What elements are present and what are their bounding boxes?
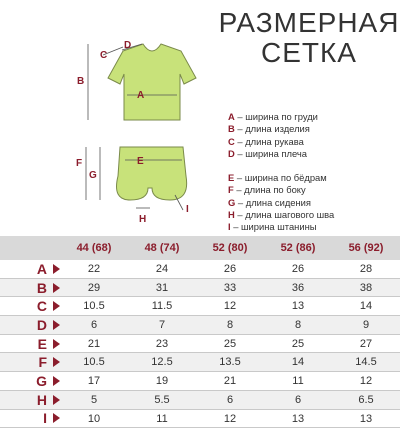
- label-c: C: [100, 50, 107, 61]
- table-cell: 29: [60, 279, 128, 297]
- legend-item: B – длина изделия: [228, 123, 318, 135]
- row-key-label: A: [37, 260, 47, 278]
- table-cell: 11: [264, 372, 332, 390]
- table-row: [60, 335, 400, 354]
- label-b: B: [77, 76, 84, 87]
- table-body: [60, 260, 400, 428]
- title-line-2: СЕТКА: [218, 38, 400, 68]
- row-key-label: B: [37, 279, 47, 297]
- table-cell: 36: [264, 279, 332, 297]
- table-cell: 24: [128, 260, 196, 278]
- table-cell: 14: [332, 297, 400, 315]
- legend-item: H – длина шагового шва: [228, 209, 334, 221]
- header-size-5: 56 (92): [332, 236, 400, 260]
- legend-bottom: [228, 172, 334, 233]
- legend-item: C – длина рукава: [228, 136, 318, 148]
- label-i: I: [186, 204, 189, 215]
- triangle-marker-icon: [53, 339, 60, 349]
- row-key-label: G: [36, 372, 47, 390]
- row-key: [0, 279, 60, 298]
- table-cell: 14: [264, 353, 332, 371]
- table-cell: 12: [332, 372, 400, 390]
- table-cell: 38: [332, 279, 400, 297]
- triangle-marker-icon: [53, 320, 60, 330]
- table-cell: 5.5: [128, 391, 196, 409]
- row-key-label: F: [38, 353, 47, 371]
- table-cell: 12: [196, 297, 264, 315]
- legend-top: [228, 111, 318, 160]
- table-corner: [0, 236, 60, 260]
- table-cell: 13: [264, 410, 332, 428]
- table-row: [60, 372, 400, 391]
- table-cell: 6.5: [332, 391, 400, 409]
- table-row: [60, 316, 400, 335]
- table-cell: 13.5: [196, 353, 264, 371]
- table-cell: 10.5: [60, 353, 128, 371]
- table-cell: 5: [60, 391, 128, 409]
- table-cell: 6: [264, 391, 332, 409]
- triangle-marker-icon: [53, 376, 60, 386]
- legend-item: A – ширина по груди: [228, 111, 318, 123]
- table-cell: 8: [264, 316, 332, 334]
- table-cell: 14.5: [332, 353, 400, 371]
- table-row: [60, 410, 400, 428]
- legend-item: D – ширина плеча: [228, 148, 318, 160]
- table-cell: 26: [196, 260, 264, 278]
- table-cell: 7: [128, 316, 196, 334]
- row-key-label: D: [37, 316, 47, 334]
- legend-item: I – ширина штанины: [228, 221, 334, 233]
- table-cell: 13: [264, 297, 332, 315]
- shorts-shape: [117, 147, 187, 200]
- row-key: [0, 316, 60, 335]
- table-cell: 8: [196, 316, 264, 334]
- header-size-4: 52 (86): [264, 236, 332, 260]
- table-cell: 6: [196, 391, 264, 409]
- table-cell: 10: [60, 410, 128, 428]
- table-cell: 21: [60, 335, 128, 353]
- table-row: [60, 391, 400, 410]
- row-key-label: C: [37, 297, 47, 315]
- triangle-marker-icon: [53, 301, 60, 311]
- table-row: [60, 353, 400, 372]
- triangle-marker-icon: [53, 357, 60, 367]
- table-row: [60, 260, 400, 279]
- table-cell: 25: [264, 335, 332, 353]
- table-cell: 19: [128, 372, 196, 390]
- size-table: [60, 236, 400, 428]
- table-cell: 9: [332, 316, 400, 334]
- table-cell: 12: [196, 410, 264, 428]
- table-cell: 13: [332, 410, 400, 428]
- table-cell: 23: [128, 335, 196, 353]
- table-cell: 31: [128, 279, 196, 297]
- label-f: F: [76, 158, 82, 169]
- table-cell: 25: [196, 335, 264, 353]
- row-key-label: H: [37, 391, 47, 409]
- label-d: D: [124, 40, 131, 51]
- table-cell: 21: [196, 372, 264, 390]
- table-cell: 10.5: [60, 297, 128, 315]
- label-g: G: [89, 170, 97, 181]
- table-cell: 33: [196, 279, 264, 297]
- table-cell: 17: [60, 372, 128, 390]
- legend-item: F – длина по боку: [228, 184, 334, 196]
- garment-diagram: [0, 0, 220, 236]
- row-key: [0, 335, 60, 354]
- title-line-1: РАЗМЕРНАЯ: [218, 8, 400, 38]
- row-key: [0, 410, 60, 428]
- row-keys: [0, 260, 60, 428]
- row-key: [0, 391, 60, 410]
- legend-item: G – длина сидения: [228, 197, 334, 209]
- row-key: [0, 260, 60, 279]
- row-key: [0, 297, 60, 316]
- table-cell: 26: [264, 260, 332, 278]
- triangle-marker-icon: [53, 264, 60, 274]
- table-cell: 22: [60, 260, 128, 278]
- header-size-1: 44 (68): [60, 236, 128, 260]
- table-row: [60, 279, 400, 298]
- table-cell: 11: [128, 410, 196, 428]
- label-e: E: [137, 156, 144, 167]
- legend-item: E – ширина по бёдрам: [228, 172, 334, 184]
- header-size-3: 52 (80): [196, 236, 264, 260]
- table-cell: 11.5: [128, 297, 196, 315]
- table-cell: 6: [60, 316, 128, 334]
- tshirt-shape: [108, 44, 196, 120]
- row-key: [0, 353, 60, 372]
- table-cell: 27: [332, 335, 400, 353]
- table-header: [60, 236, 400, 260]
- label-a: A: [137, 90, 144, 101]
- header-size-2: 48 (74): [128, 236, 196, 260]
- table-row: [60, 297, 400, 316]
- row-key-label: I: [43, 409, 47, 427]
- table-cell: 12.5: [128, 353, 196, 371]
- label-h: H: [139, 214, 146, 225]
- triangle-marker-icon: [53, 413, 60, 423]
- triangle-marker-icon: [53, 283, 60, 293]
- row-key: [0, 372, 60, 391]
- table-cell: 28: [332, 260, 400, 278]
- row-key-label: E: [38, 335, 47, 353]
